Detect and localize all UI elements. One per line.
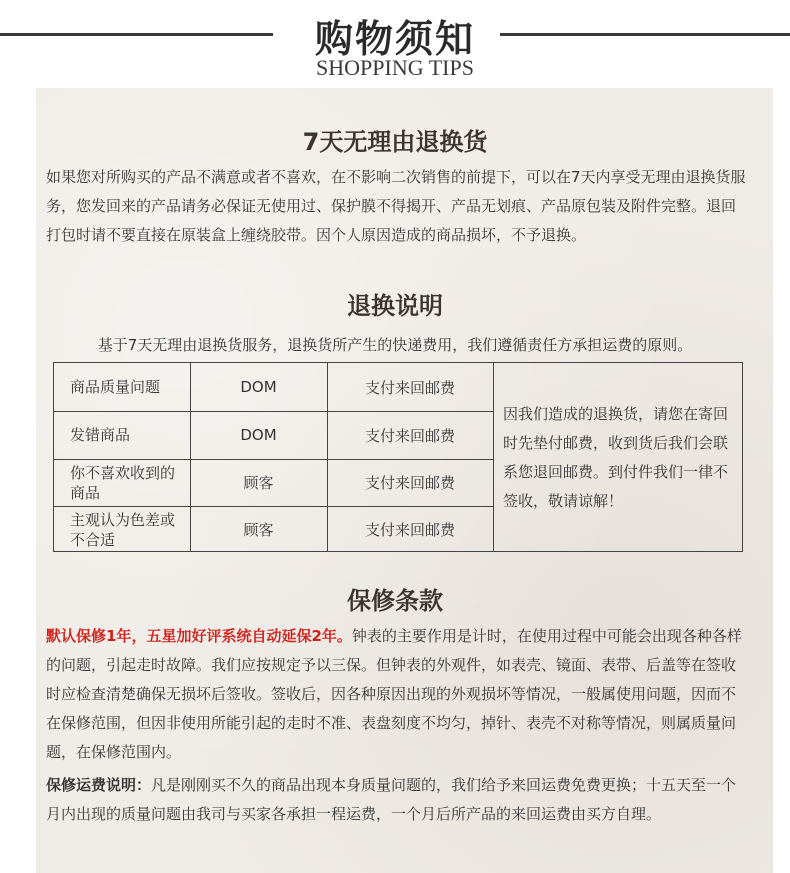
warranty-highlight: 默认保修1年，五星加好评系统自动延保2年。 xyxy=(46,627,352,645)
table-cell-reason: 商品质量问题 xyxy=(70,378,161,396)
table-cell-reason: 主观认为色差或不合适 xyxy=(70,510,176,549)
warranty-shipping xyxy=(46,771,746,829)
page-subtitle: SHOPPING TIPS xyxy=(316,55,474,80)
page-title: 购物须知 xyxy=(314,17,475,61)
exchange-title: 退换说明 xyxy=(347,292,443,320)
table-cell-payer: 顾客 xyxy=(243,521,274,539)
table-cell-reason: 你不喜欢收到的商品 xyxy=(70,463,176,502)
header-rule-right xyxy=(500,33,790,36)
table-cell-payer: DOM xyxy=(240,426,277,444)
table-cell-payer: 顾客 xyxy=(243,474,274,492)
table-cell-action: 支付来回邮费 xyxy=(364,521,455,539)
table-cell-action: 支付来回邮费 xyxy=(364,474,455,492)
table-side-note: 因我们造成的退换货，请您在寄回时先垫付邮费，收到货后我们会联系您退回邮费。到付件我们一律不签收，敬请谅解！ xyxy=(503,405,729,510)
warranty-body: 钟表的主要作用是计时，在使用过程中可能会出现各种各样的问题，引起走时故障。我们应按规定予以三保。但钟表的外观件，如表壳、镜面、表带、后盖等在签收时应检查清楚确保无损坏后签收。签收后，因各种原因出现的外观损坏等情况，一般属使用问题，因而不在保修范围，但因非使用所能引起的走时不准、表盘刻度不均匀，掉针、表壳不对称等情况，则属质量问题，在保修范围内。 xyxy=(46,627,742,761)
table-cell-action: 支付来回邮费 xyxy=(364,378,455,397)
warranty-text xyxy=(46,622,746,767)
exchange-note: 基于7天无理由退换货服务，退换货所产生的快递费用，我们遵循责任方承担运费的原则。 xyxy=(97,336,693,354)
page-header xyxy=(0,0,790,88)
table-cell-payer: DOM xyxy=(240,378,277,396)
table-cell-action: 支付来回邮费 xyxy=(364,426,455,445)
warranty-shipping-label: 保修运费说明： xyxy=(46,776,152,794)
return-policy-text: 如果您对所购买的产品不满意或者不喜欢，在不影响二次销售的前提下，可以在7天内享受无理由退换货服务，您发回来的产品请务必保证无使用过、保护膜不得揭开、产品无划痕、产品原包装及附件完整。退回打包时请不要直接在原装盒上缠绕胶带。因个人原因造成的商品损坏，不予退换。 xyxy=(46,168,746,244)
warranty-title: 保修条款 xyxy=(347,587,443,615)
table-cell-reason: 发错商品 xyxy=(70,426,131,444)
header-rule-left xyxy=(0,33,273,36)
exchange-table xyxy=(53,362,743,552)
warranty-shipping-text: 凡是刚刚买不久的商品出现本身质量问题的，我们给予来回运费免费更换；十五天至一个月内出现的质量问题由我司与买家各承担一程运费，一个月后所产品的来回运费由买方自理。 xyxy=(46,776,737,823)
return-policy-title: 7天无理由退换货 xyxy=(302,128,488,156)
